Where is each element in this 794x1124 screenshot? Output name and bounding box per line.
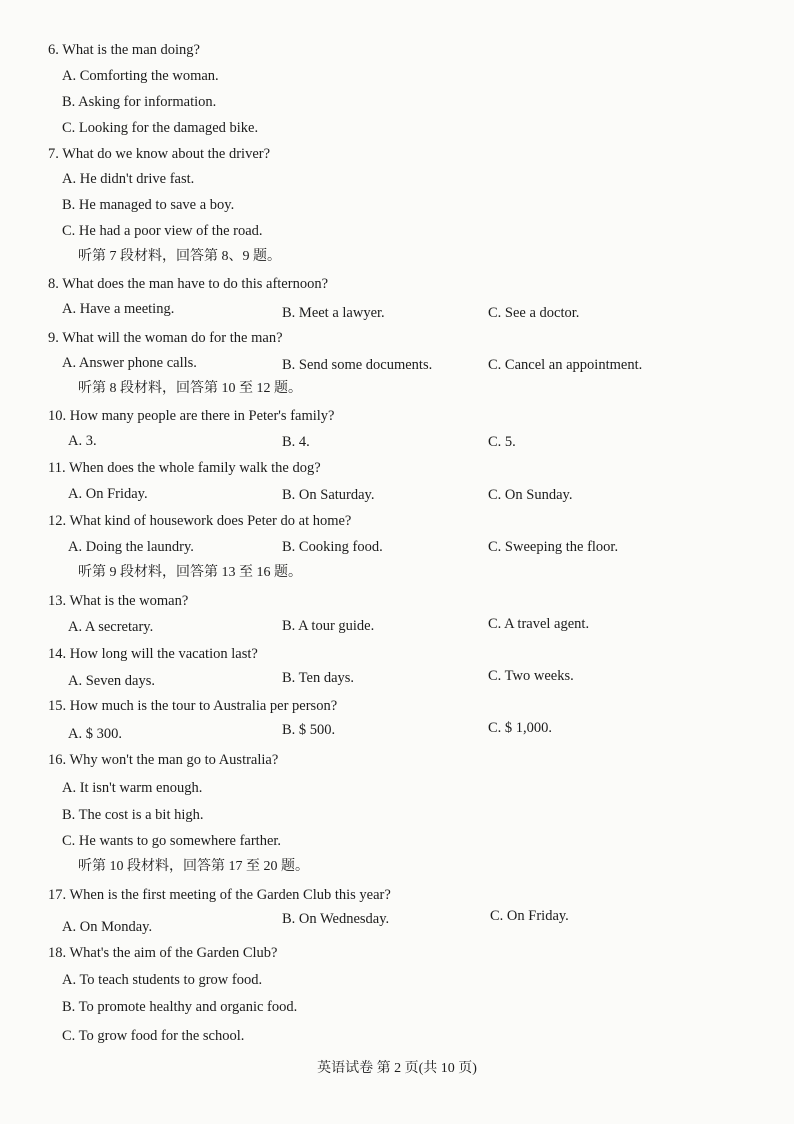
question-6-option-b: B. Asking for information. bbox=[62, 94, 217, 110]
section-instruction-8: 听第 8 段材料，回答第 10 至 12 题。 bbox=[78, 381, 302, 396]
question-15-option-c: C. $ 1,000. bbox=[488, 720, 553, 736]
page-footer: 英语试卷 第 2 页(共 10 页) bbox=[317, 1061, 477, 1076]
section-instruction-7: 听第 7 段材料，回答第 8、9 题。 bbox=[78, 249, 281, 264]
question-9-stem: 9. What will the woman do for the man? bbox=[48, 330, 283, 346]
question-18-stem: 18. What's the aim of the Garden Club? bbox=[48, 945, 278, 961]
question-13-option-a: A. A secretary. bbox=[68, 619, 154, 635]
question-17-option-c: C. On Friday. bbox=[490, 908, 569, 924]
question-11-option-c: C. On Sunday. bbox=[488, 487, 573, 503]
section-instruction-10: 听第 10 段材料，回答第 17 至 20 题。 bbox=[78, 859, 309, 874]
section-instruction-9: 听第 9 段材料，回答第 13 至 16 题。 bbox=[78, 565, 302, 580]
question-15-option-a: A. $ 300. bbox=[68, 726, 122, 742]
question-16-option-c: C. He wants to go somewhere farther. bbox=[62, 833, 282, 849]
question-8-option-b: B. Meet a lawyer. bbox=[282, 305, 385, 321]
question-18-option-c: C. To grow food for the school. bbox=[62, 1028, 245, 1044]
question-7-option-a: A. He didn't drive fast. bbox=[62, 171, 195, 187]
question-12-option-c: C. Sweeping the floor. bbox=[488, 539, 619, 555]
question-13-option-c: C. A travel agent. bbox=[488, 616, 590, 632]
question-11-option-b: B. On Saturday. bbox=[282, 487, 375, 503]
question-18-option-b: B. To promote healthy and organic food. bbox=[62, 999, 298, 1015]
question-13-stem: 13. What is the woman? bbox=[48, 593, 189, 609]
question-15-option-b: B. $ 500. bbox=[282, 722, 336, 738]
question-7-option-c: C. He had a poor view of the road. bbox=[62, 223, 263, 239]
question-13-option-b: B. A tour guide. bbox=[282, 618, 375, 634]
question-10-option-b: B. 4. bbox=[282, 434, 310, 450]
question-16-stem: 16. Why won't the man go to Australia? bbox=[48, 752, 279, 768]
question-11-option-a: A. On Friday. bbox=[68, 486, 148, 502]
question-9-option-c: C. Cancel an appointment. bbox=[488, 357, 643, 373]
question-6-stem: 6. What is the man doing? bbox=[48, 42, 200, 58]
question-9-option-b: B. Send some documents. bbox=[282, 357, 433, 373]
question-8-option-c: C. See a doctor. bbox=[488, 305, 580, 321]
question-14-option-b: B. Ten days. bbox=[282, 670, 355, 686]
question-9-option-a: A. Answer phone calls. bbox=[62, 355, 197, 371]
question-17-option-a: A. On Monday. bbox=[62, 919, 153, 935]
question-10-stem: 10. How many people are there in Peter's family? bbox=[48, 408, 335, 424]
question-14-option-a: A. Seven days. bbox=[68, 673, 155, 689]
question-17-option-b: B. On Wednesday. bbox=[282, 911, 390, 927]
question-16-option-a: A. It isn't warm enough. bbox=[62, 780, 203, 796]
question-17-stem: 17. When is the first meeting of the Garden Club this year? bbox=[48, 887, 391, 903]
question-8-stem: 8. What does the man have to do this afternoon? bbox=[48, 276, 329, 292]
question-7-stem: 7. What do we know about the driver? bbox=[48, 146, 271, 162]
question-10-option-c: C. 5. bbox=[488, 434, 516, 450]
question-12-option-a: A. Doing the laundry. bbox=[68, 539, 194, 555]
question-10-option-a: A. 3. bbox=[68, 433, 97, 449]
question-11-stem: 11. When does the whole family walk the dog? bbox=[48, 460, 321, 476]
question-7-option-b: B. He managed to save a boy. bbox=[62, 197, 235, 213]
question-8-option-a: A. Have a meeting. bbox=[62, 301, 175, 317]
question-12-stem: 12. What kind of housework does Peter do at home? bbox=[48, 513, 352, 529]
question-14-option-c: C. Two weeks. bbox=[488, 668, 574, 684]
question-12-option-b: B. Cooking food. bbox=[282, 539, 383, 555]
question-16-option-b: B. The cost is a bit high. bbox=[62, 807, 204, 823]
question-6-option-a: A. Comforting the woman. bbox=[62, 68, 219, 84]
question-15-stem: 15. How much is the tour to Australia per person? bbox=[48, 698, 338, 714]
question-18-option-a: A. To teach students to grow food. bbox=[62, 972, 263, 988]
question-6-option-c: C. Looking for the damaged bike. bbox=[62, 120, 259, 136]
question-14-stem: 14. How long will the vacation last? bbox=[48, 646, 258, 662]
